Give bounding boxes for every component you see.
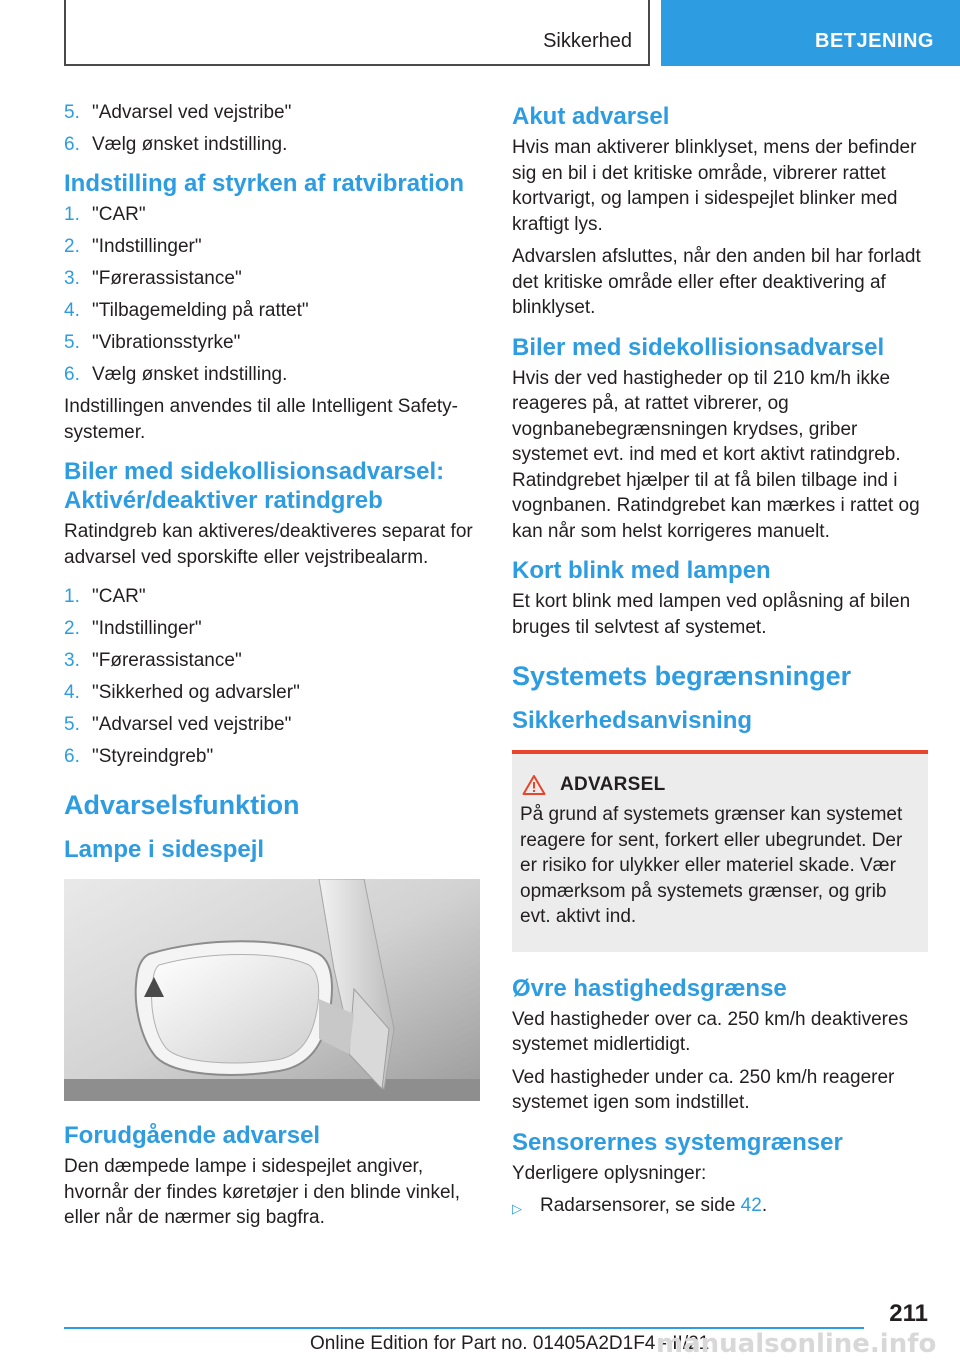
heading-mirror-lamp: Lampe i sidespejl <box>64 836 265 863</box>
list-item <box>64 266 480 291</box>
heading-prewarning: Forudgående advarsel <box>64 1122 321 1149</box>
step-number: 4. <box>64 300 80 321</box>
step-text: "CAR" <box>92 204 146 225</box>
step-text: "Indstillinger" <box>92 618 202 639</box>
page-number: 211 <box>889 1300 928 1327</box>
heading-sidecollision: Biler med sidekollisionsadvarsel <box>512 333 885 361</box>
step-text: "Førerassistance" <box>92 268 242 289</box>
list-item <box>64 100 480 125</box>
list-item <box>64 584 480 609</box>
heading-safety-note: Sikkerhedsanvisning <box>512 707 753 734</box>
step-number: 3. <box>64 268 80 289</box>
step-text: "Indstillinger" <box>92 236 202 257</box>
right-column <box>512 100 928 1221</box>
watermark-logo: manualsonline.info <box>656 1329 937 1359</box>
page-link[interactable]: 42 <box>740 1195 762 1216</box>
list-item <box>64 744 480 769</box>
list-item <box>64 330 480 355</box>
bullet-label: Radarsensorer, se side <box>540 1195 741 1216</box>
paragraph-speed-1: Ved hastigheder over ca. 250 km/h deaktiveres systemet midlertidigt. <box>512 1008 909 1055</box>
step-number: 5. <box>64 102 80 123</box>
steps-list-a <box>64 100 480 157</box>
paragraph-prewarning: Den dæmpede lampe i sidespejlet angiver, hvornår der findes køretøjer i den blinde vinkel, eller når de nærmer sig bagfra. <box>64 1156 461 1228</box>
paragraph-speed-2: Ved hastigheder under ca. 250 km/h reagerer systemet igen som indstillet. <box>512 1066 895 1113</box>
heading-warning-function: Advarselsfunktion <box>64 790 300 820</box>
steps-list-b <box>64 202 480 387</box>
step-number: 6. <box>64 134 80 155</box>
step-text: Vælg ønsket indstilling. <box>92 364 288 385</box>
heading-sidecollision-toggle: Biler med sidekollisionsadvarsel: Aktivér/deaktiver ratindgreb <box>64 458 445 514</box>
step-number: 2. <box>64 236 80 257</box>
paragraph-sidecollision-toggle: Ratindgreb kan aktiveres/deaktiveres separat for advarsel ved sporskifte eller vejstribealarm. <box>64 521 473 568</box>
heading-sensor-limits: Sensorernes systemgrænser <box>512 1128 843 1156</box>
list-item <box>64 680 480 705</box>
paragraph-acute-1: Hvis man aktiverer blinklyset, mens der befinder sig en bil i det kritiske område, vibrerer rattet kortvarigt, og lampen i sidespejlet blinker med kraftigt lys. <box>512 137 917 235</box>
bullet-triangle-icon: ▷ <box>512 1201 522 1216</box>
step-text: Vælg ønsket indstilling. <box>92 134 288 155</box>
paragraph-short-blink: Et kort blink med lampen ved oplåsning af bilen bruges til selvtest af systemet. <box>512 591 911 638</box>
heading-speed-limit: Øvre hastighedsgrænse <box>512 974 787 1002</box>
steps-list-c <box>64 584 480 769</box>
list-item <box>64 202 480 227</box>
step-number: 1. <box>64 204 80 225</box>
heading-short-blink: Kort blink med lampen <box>512 557 771 584</box>
step-text: "Førerassistance" <box>92 650 242 671</box>
chapter-tab[interactable] <box>661 0 960 66</box>
step-text: "Tilbagemelding på rattet" <box>92 300 309 321</box>
footer-edition: Online Edition for Part no. 01405A2D1F4 - II/21 <box>310 1333 710 1354</box>
list-item <box>64 616 480 641</box>
step-text: "Styreindgreb" <box>92 746 214 767</box>
warning-text: På grund af systemets grænser kan systemet reagere for sent, forkert eller ubegrundet. Der er risiko for ulykker eller materiel skade. Vær opmærksom på systemets grænser, og grib evt. aktivt ind. <box>520 804 903 927</box>
list-item <box>512 1193 928 1221</box>
step-number: 4. <box>64 682 80 703</box>
step-number: 6. <box>64 746 80 767</box>
step-number: 2. <box>64 618 80 639</box>
bullet-end: . <box>761 1195 768 1216</box>
left-column <box>64 100 480 1238</box>
list-item <box>64 648 480 673</box>
warning-triangle-icon <box>522 774 546 796</box>
header-frame <box>64 0 650 66</box>
list-item <box>64 712 480 737</box>
paragraph-sensor: Yderligere oplysninger: <box>512 1162 707 1184</box>
heading-vibration: Indstilling af styrken af ratvibration <box>64 170 465 197</box>
heading-acute: Akut advarsel <box>512 103 670 130</box>
step-number: 3. <box>64 650 80 671</box>
step-text: "Vibrationsstyrke" <box>92 332 241 353</box>
step-number: 6. <box>64 364 80 385</box>
paragraph-sidecollision: Hvis der ved hastigheder op til 210 km/h ikke reageres på, at rattet vibrerer, og vognbanebegrænsningen krydses, griber systemet evt. ind med et kort aktivt ratindgreb. Ratindgrebet hjælper til at få bilen tilbage ind i vognbanen. Ratindgrebet kan mærkes i rattet og kan når som helst korrigeres manuelt. <box>512 367 920 542</box>
step-text: "Advarsel ved vejstribe" <box>92 714 292 735</box>
bullet-text <box>540 1193 767 1221</box>
step-text: "Sikkerhed og advarsler" <box>92 682 300 703</box>
step-number: 5. <box>64 332 80 353</box>
warning-header <box>520 774 920 796</box>
step-text: "Advarsel ved vejstribe" <box>92 102 292 123</box>
paragraph-vibration: Indstillingen anvendes til alle Intelligent Safety-systemer. <box>64 396 458 443</box>
paragraph-acute-2: Advarslen afsluttes, når den anden bil har forladt det kritiske område eller efter deaktivering af blinklyset. <box>512 246 921 318</box>
chapter-label: BETJENING <box>815 30 934 52</box>
step-number: 1. <box>64 586 80 607</box>
section-title: Sikkerhed <box>543 30 632 52</box>
list-item <box>64 362 480 387</box>
side-mirror-image <box>64 879 480 1101</box>
list-item <box>64 298 480 323</box>
list-item <box>64 132 480 157</box>
step-text: "CAR" <box>92 586 146 607</box>
list-item <box>64 234 480 259</box>
warning-box <box>512 750 928 952</box>
warning-title: ADVARSEL <box>560 774 666 795</box>
step-number: 5. <box>64 714 80 735</box>
heading-system-limits: Systemets begrænsninger <box>512 661 852 691</box>
